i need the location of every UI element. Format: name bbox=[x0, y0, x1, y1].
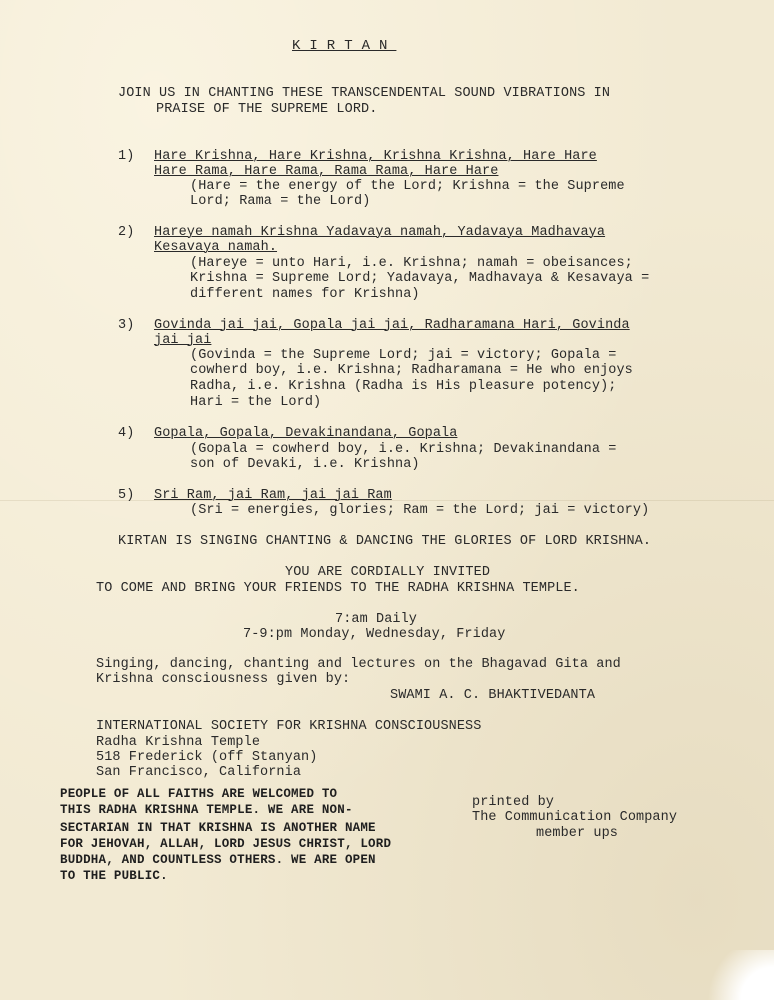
stamp-line: PEOPLE OF ALL FAITHS ARE WELCOMED TO bbox=[60, 787, 338, 801]
schedule-line-2: 7-9:pm Monday, Wednesday, Friday bbox=[243, 627, 506, 642]
intro-line-1: JOIN US IN CHANTING THESE TRANSCENDENTAL SOUND VIBRATIONS IN bbox=[118, 86, 611, 101]
mantra-line: Hareye namah Krishna Yadavaya namah, Yadavaya Madhavaya bbox=[154, 225, 606, 240]
stamp-line: THIS RADHA KRISHNA TEMPLE. WE ARE NON- bbox=[60, 803, 353, 817]
item-number: 5) bbox=[118, 488, 135, 503]
gloss-line: (Hareye = unto Hari, i.e. Krishna; namah = obeisances; bbox=[190, 256, 633, 271]
gloss-line: Hari = the Lord) bbox=[190, 395, 322, 410]
item-number: 2) bbox=[118, 225, 135, 240]
mantra-line: Kesavaya namah. bbox=[154, 240, 278, 255]
invite-line-1: YOU ARE CORDIALLY INVITED bbox=[285, 565, 491, 580]
printer-line: member ups bbox=[536, 826, 619, 841]
gloss-line: different names for Krishna) bbox=[190, 287, 420, 302]
gloss-line: (Govinda = the Supreme Lord; jai = victory; Gopala = bbox=[190, 348, 617, 363]
gloss-line: son of Devaki, i.e. Krishna) bbox=[190, 457, 420, 472]
kirtan-definition: KIRTAN IS SINGING CHANTING & DANCING THE GLORIES OF LORD KRISHNA. bbox=[118, 534, 652, 549]
torn-corner bbox=[694, 950, 774, 1000]
gloss-line: cowherd boy, i.e. Krishna; Radharamana = He who enjoys bbox=[190, 363, 633, 378]
printer-line: printed by bbox=[472, 795, 555, 810]
gloss-line: (Gopala = cowherd boy, i.e. Krishna; Devakinandana = bbox=[190, 442, 617, 457]
mantra-line: Gopala, Gopala, Devakinandana, Gopala bbox=[154, 426, 458, 441]
mantra-line: jai jai bbox=[154, 333, 212, 348]
gloss-line: Lord; Rama = the Lord) bbox=[190, 194, 371, 209]
mantra-line: Hare Rama, Hare Rama, Rama Rama, Hare Hare bbox=[154, 164, 499, 179]
address-line: Radha Krishna Temple bbox=[96, 735, 261, 750]
gloss-line: (Hare = the energy of the Lord; Krishna = the Supreme bbox=[190, 179, 625, 194]
page-title: KIRTAN bbox=[292, 38, 397, 54]
gloss-line: Krishna = Supreme Lord; Yadavaya, Madhavaya & Kesavaya = bbox=[190, 271, 650, 286]
item-number: 1) bbox=[118, 149, 135, 164]
stamp-line: TO THE PUBLIC. bbox=[60, 869, 168, 883]
address-line: INTERNATIONAL SOCIETY FOR KRISHNA CONSCIOUSNESS bbox=[96, 719, 482, 734]
item-number: 3) bbox=[118, 318, 135, 333]
intro-line-2: PRAISE OF THE SUPREME LORD. bbox=[156, 102, 378, 117]
schedule-line-1: 7:am Daily bbox=[335, 612, 418, 627]
gloss-line: Radha, i.e. Krishna (Radha is His pleasure potency); bbox=[190, 379, 617, 394]
mantra-line: Hare Krishna, Hare Krishna, Krishna Krishna, Hare Hare bbox=[154, 149, 597, 164]
stamp-line: BUDDHA, AND COUNTLESS OTHERS. WE ARE OPEN bbox=[60, 853, 376, 867]
mantra-line: Govinda jai jai, Gopala jai jai, Radharamana Hari, Govinda bbox=[154, 318, 630, 333]
stamp-line: SECTARIAN IN THAT KRISHNA IS ANOTHER NAME bbox=[60, 821, 376, 835]
swami-name: SWAMI A. C. BHAKTIVEDANTA bbox=[390, 688, 596, 703]
address-line: San Francisco, California bbox=[96, 765, 302, 780]
stamp-line: FOR JEHOVAH, ALLAH, LORD JESUS CHRIST, LORD bbox=[60, 837, 392, 851]
item-number: 4) bbox=[118, 426, 135, 441]
address-line: 518 Frederick (off Stanyan) bbox=[96, 750, 318, 765]
mantra-line: Sri Ram, jai Ram, jai jai Ram bbox=[154, 488, 392, 503]
printer-line: The Communication Company bbox=[472, 810, 678, 825]
gloss-line: (Sri = energies, glories; Ram = the Lord; jai = victory) bbox=[190, 503, 650, 518]
lectures-line-2: Krishna consciousness given by: bbox=[96, 672, 351, 687]
invite-line-2: TO COME AND BRING YOUR FRIENDS TO THE RADHA KRISHNA TEMPLE. bbox=[96, 581, 580, 596]
lectures-line-1: Singing, dancing, chanting and lectures on the Bhagavad Gita and bbox=[96, 657, 621, 672]
